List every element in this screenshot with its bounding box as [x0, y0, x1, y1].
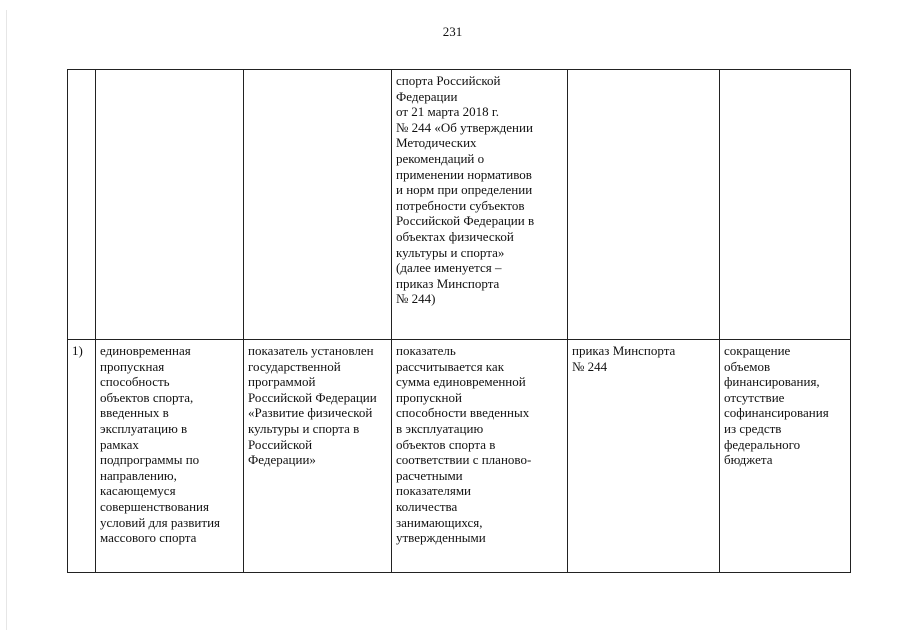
page-number: 231 — [442, 24, 463, 39]
source-document-cell: приказ Минспорта № 244 — [568, 340, 720, 573]
indicator-name-cell: единовременная пропускная способность объектов спорта, введенных в эксплуатацию в рамках подпрограммы по направлению, касающемуся совершенствования условий для развития массового спорта — [96, 340, 244, 573]
calculation-method-cell: спорта Российской Федерации от 21 марта 2018 г. № 244 «Об утверждении Методических рекомендаций о применении нормативов и норм при определении потребности субъектов Российской Федерации в объектах физической культуры и спорта» (далее именуется – приказ Минспорта № 244) — [392, 70, 568, 340]
indicator-name-cell — [96, 70, 244, 340]
scan-margin-line — [6, 10, 7, 630]
row-number-cell: 1) — [68, 340, 96, 573]
document-table — [67, 69, 851, 573]
table-row — [68, 340, 851, 573]
row-number-cell — [68, 70, 96, 340]
risk-factors-cell — [720, 70, 851, 340]
risk-factors-cell: сокращение объемов финансирования, отсутствие софинансирования из средств федерального бюджета — [720, 340, 851, 573]
indicator-basis-cell: показатель установлен государственной программой Российской Федерации «Развитие физической культуры и спорта в Российской Федерации» — [244, 340, 392, 573]
indicator-basis-cell — [244, 70, 392, 340]
calculation-method-cell: показатель рассчитывается как сумма единовременной пропускной способности введенных в эксплуатацию объектов спорта в соответствии с планово- расчетными показателями количества занимающихся, утвержденными — [392, 340, 568, 573]
source-document-cell — [568, 70, 720, 340]
table-row — [68, 70, 851, 340]
